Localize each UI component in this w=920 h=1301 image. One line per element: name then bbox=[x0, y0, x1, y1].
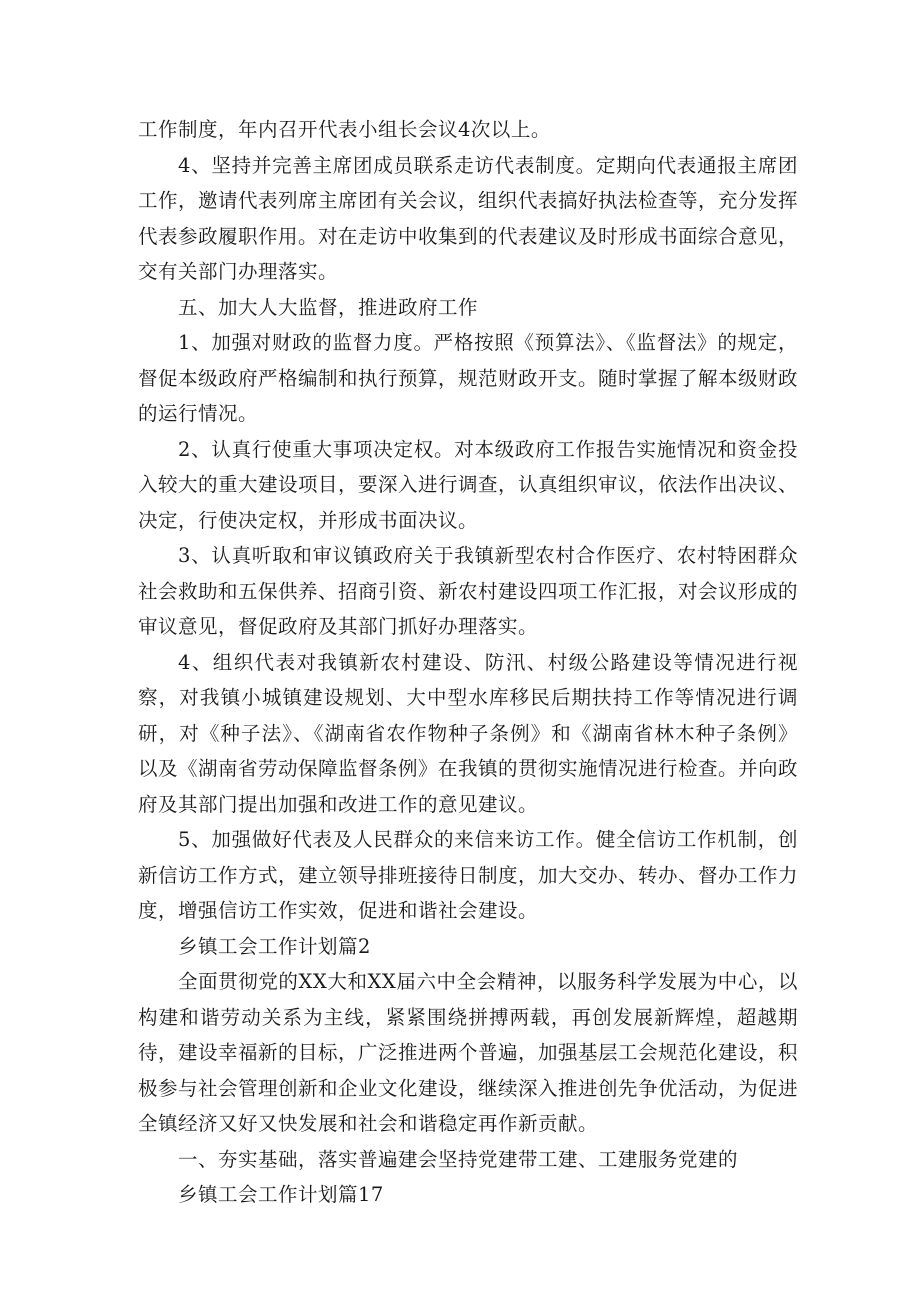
paragraph: 4、坚持并完善主席团成员联系走访代表制度。定期向代表通报主席团工作，邀请代表列席主席团有关会议，组织代表搞好执法检查等，充分发挥代表参政履职作用。对在走访中收集到的代表建议及时形成书面综合意见，交有关部门办理落实。 bbox=[138, 153, 799, 283]
document-body bbox=[138, 112, 798, 1213]
section-title: 乡镇工会工作计划篇2 bbox=[178, 934, 371, 958]
section-title: 乡镇工会工作计划篇17 bbox=[178, 1183, 384, 1206]
paragraph: 全面贯彻党的XX大和XX届六中全会精神，以服务科学发展为中心，以构建和谐劳动关系为主线，紧紧围绕拼搏两载，再创发展新辉煌，超越期待，建设幸福新的目标，广泛推进两个普遍，加强基层工会规范化建设，积极参与社会管理创新和企业文化建设，继续深入推进创先争优活动，为促进全镇经济又好又快发展和社会和谐稳定再作新贡献。 bbox=[138, 970, 799, 1135]
paragraph: 3、认真听取和审议镇政府关于我镇新型农村合作医疗、农村特困群众社会救助和五保供养、招商引资、新农村建设四项工作汇报，对会议形成的审议意见，督促政府及其部门抓好办理落实。 bbox=[138, 544, 799, 638]
paragraph: 工作制度，年内召开代表小组长会议4次以上。 bbox=[138, 118, 551, 141]
paragraph: 2、认真行使重大事项决定权。对本级政府工作报告实施情况和资金投入较大的重大建设项目，要深入进行调查，认真组织审议，依法作出决议、决定，行使决定权，并形成书面决议。 bbox=[138, 437, 799, 532]
paragraph: 1、加强对财政的监督力度。严格按照《预算法》、《监督法》的规定，督促本级政府严格编制和执行预算，规范财政开支。随时掌握了解本级财政的运行情况。 bbox=[138, 331, 799, 425]
section-heading: 五、加大人大监督，推进政府工作 bbox=[178, 295, 479, 319]
section-heading: 一、夯实基础，落实普遍建会坚持党建带工建、工建服务党建的 bbox=[178, 1147, 739, 1171]
paragraph: 5、加强做好代表及人民群众的来信来访工作。健全信访工作机制，创新信访工作方式，建立领导排班接待日制度，加大交办、转办、督办工作力度，增强信访工作实效，促进和谐社会建设。 bbox=[138, 828, 799, 922]
paragraph: 4、组织代表对我镇新农村建设、防汛、村级公路建设等情况进行视察，对我镇小城镇建设规划、大中型水库移民后期扶持工作等情况进行调研，对《种子法》、《湖南省农作物种子条例》和《湖南省林木种子条例》以及《湖南省劳动保障监督条例》在我镇的贯彻实施情况进行检查。并向政府及其部门提出加强和改进工作的意见建议。 bbox=[138, 650, 799, 816]
